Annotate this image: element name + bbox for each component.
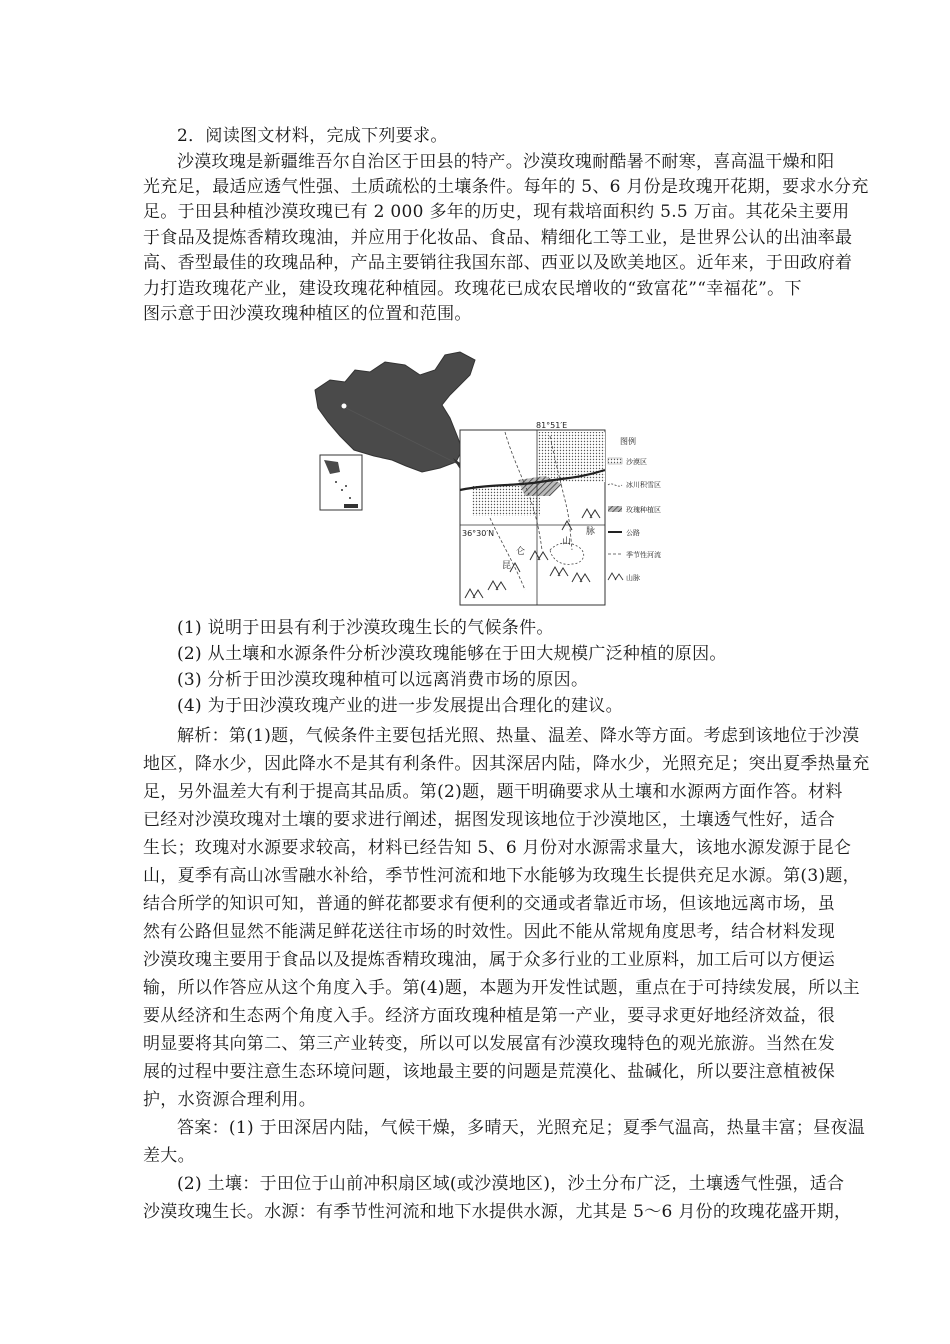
legend-label: 沙漠区 — [626, 458, 647, 466]
longitude-label: 81°51′E — [536, 421, 568, 430]
analysis-line: 护，水资源合理利用。 — [143, 1090, 316, 1110]
question-title: 2．阅读图文材料，完成下列要求。 — [177, 126, 448, 146]
desert-legend-swatch — [608, 458, 622, 464]
analysis-line: 结合所学的知识可知，普通的鲜花都要求有便利的交通或者靠近市场，但该地远离市场，虽 — [143, 894, 835, 914]
latitude-label: 36°30′N — [462, 529, 495, 538]
legend-label: 冰川积雪区 — [626, 481, 661, 489]
legend-label: 玫瑰种植区 — [626, 506, 661, 514]
glacier-legend-swatch — [608, 484, 622, 486]
mountain-char: 仑 — [516, 547, 526, 557]
location-map-figure — [310, 350, 661, 610]
analysis-line: 地区，降水少，因此降水不是其有利条件。因其深居内陆，降水少，光照充足；突出夏季热量充 — [143, 754, 870, 774]
analysis-line: 展的过程中要注意生态环境问题，该地最主要的问题是荒漠化、盐碱化，所以要注意植被保 — [143, 1062, 835, 1082]
map-svg — [310, 350, 661, 610]
answer-line: 答案：(1) 于田深居内陆，气候干燥，多晴天，光照充足；夏季气温高，热量丰富；昼夜温 — [177, 1118, 866, 1138]
mountain-char: 脉 — [586, 527, 596, 537]
mountain-legend-swatch — [608, 573, 623, 580]
mountain-char: 山 — [562, 537, 572, 547]
analysis-line: 足，另外温差大有利于提高其品质。第(2)题，题干明确要求从土壤和水源两方面作答。材料 — [143, 782, 843, 802]
desert-area — [537, 432, 605, 482]
analysis-line: 已经对沙漠玫瑰对土壤的要求进行阐述，据图发现该地位于沙漠地区，土壤透气性好，适合 — [143, 810, 835, 830]
analysis-line: 生长；玫瑰对水源要求较高，材料已经告知 5、6 月份对水源需求量大，该地水源发源于昆仑 — [143, 838, 852, 858]
analysis-line: 然有公路但显然不能满足鲜花送往市场的时效性。因此不能从常规角度思考，结合材料发现 — [143, 922, 835, 942]
sub-question: (2) 从土壤和水源条件分析沙漠玫瑰能够在于田大规模广泛种植的原因。 — [177, 644, 727, 664]
answer-line: (2) 土壤：于田位于山前冲积扇区域(或沙漠地区)，沙土分布广泛，土壤透气性强，适合 — [177, 1174, 845, 1194]
legend-label: 公路 — [626, 529, 640, 537]
map-legend — [608, 436, 661, 582]
legend-label: 山脉 — [626, 574, 640, 582]
legend-title: 图例 — [620, 437, 636, 446]
sub-question: (1) 说明于田县有利于沙漠玫瑰生长的气候条件。 — [177, 618, 554, 638]
material-line: 图示意于田沙漠玫瑰种植区的位置和范围。 — [143, 304, 472, 324]
sub-question: (3) 分析于田沙漠玫瑰种植可以远离消费市场的原因。 — [177, 670, 589, 690]
analysis-line: 输，所以作答应从这个角度入手。第(4)题，本题为开发性试题，重点在于可持续发展，所以主 — [143, 978, 860, 998]
material-line: 足。于田县种植沙漠玫瑰已有 2 000 多年的历史，现有栽培面积约 5.5 万亩。其花朵主要用 — [143, 202, 850, 222]
material-line: 力打造玫瑰花产业，建设玫瑰花种植园。玫瑰花已成农民增收的“致富花”“幸福花”。下 — [143, 279, 802, 299]
legend-label: 季节性河流 — [626, 551, 661, 559]
material-line: 于食品及提炼香精玫瑰油，并应用于化妆品、食品、精细化工等工业，是世界公认的出油率最 — [143, 228, 853, 248]
analysis-line: 沙漠玫瑰主要用于食品以及提炼香精玫瑰油，属于众多行业的工业原料，加工后可以方便运 — [143, 950, 835, 970]
yutian-location-dot — [342, 404, 347, 409]
answer-line: 差大。 — [143, 1146, 195, 1166]
analysis-line: 要从经济和生态两个角度入手。经济方面玫瑰种植是第一产业，要寻求更好地经济效益，很 — [143, 1006, 835, 1026]
material-line: 沙漠玫瑰是新疆维吾尔自治区于田县的特产。沙漠玫瑰耐酷暑不耐寒，喜高温干燥和阳 — [177, 152, 835, 172]
analysis-line: 山，夏季有高山冰雪融水补给，季节性河流和地下水能够为玫瑰生长提供充足水源。第(3)题， — [143, 866, 860, 886]
material-line: 光充足，最适应透气性强、土质疏松的土壤条件。每年的 5、6 月份是玫瑰开花期，要求水分充 — [143, 177, 869, 197]
answer-line: 沙漠玫瑰生长。水源：有季节性河流和地下水提供水源，尤其是 5～6 月份的玫瑰花盛开期， — [143, 1202, 852, 1222]
analysis-line: 解析：第(1)题，气候条件主要包括光照、热量、温差、降水等方面。考虑到该地位于沙漠 — [177, 726, 860, 746]
sub-question: (4) 为于田沙漠玫瑰产业的进一步发展提出合理化的建议。 — [177, 696, 623, 716]
rose-legend-swatch — [608, 506, 622, 512]
china-map-silhouette — [315, 352, 475, 472]
analysis-line: 明显要将其向第二、第三产业转变，所以可以发展富有沙漠玫瑰特色的观光旅游。当然在发 — [143, 1034, 835, 1054]
mountain-char: 昆 — [502, 561, 512, 571]
material-line: 高、香型最佳的玫瑰品种，产品主要销往我国东部、西亚以及欧美地区。近年来，于田政府着 — [143, 253, 853, 273]
